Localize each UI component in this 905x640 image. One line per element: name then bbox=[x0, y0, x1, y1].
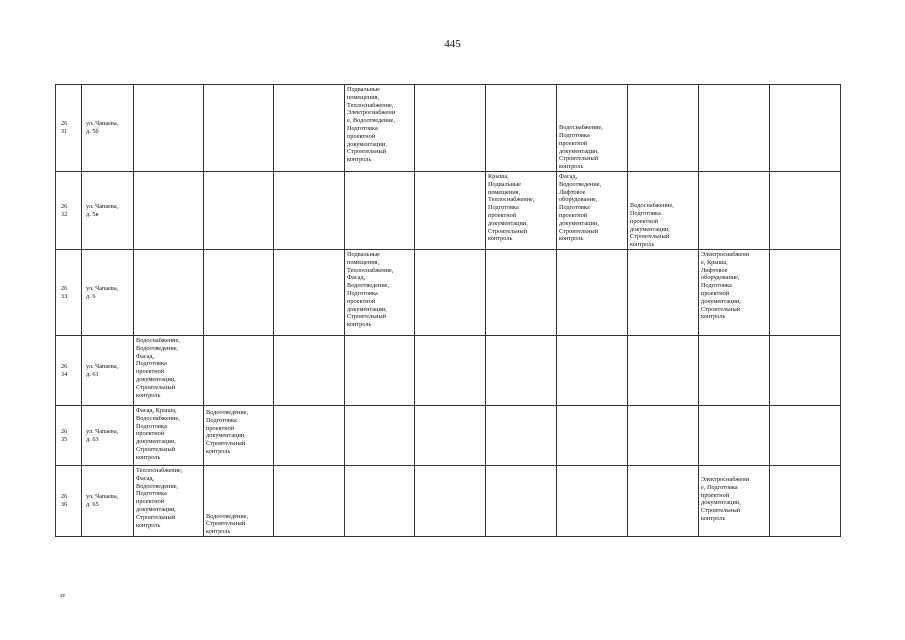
work-cell bbox=[770, 336, 841, 406]
work-cell bbox=[415, 406, 486, 466]
work-cell bbox=[486, 336, 557, 406]
work-cell bbox=[345, 336, 415, 406]
address-cell: ул. Чапаева, д. 5б bbox=[82, 85, 134, 172]
work-cell bbox=[204, 85, 274, 172]
work-cell bbox=[628, 250, 699, 336]
work-cell bbox=[204, 250, 274, 336]
work-cell bbox=[415, 466, 486, 537]
address-cell: ул. Чапаева, д. 5в bbox=[82, 172, 134, 250]
work-cell: Водоснабжение, Водоотведение, Фасад, Подготовка проектной документации, Строительный контроль bbox=[134, 336, 204, 406]
footer-mark: эт bbox=[60, 593, 66, 599]
work-cell bbox=[486, 466, 557, 537]
row-number: 26 34 bbox=[56, 336, 82, 406]
work-cell bbox=[699, 85, 770, 172]
work-cell bbox=[699, 406, 770, 466]
repair-schedule-table bbox=[55, 84, 841, 537]
work-cell bbox=[274, 172, 345, 250]
work-cell bbox=[628, 336, 699, 406]
address-cell: ул. Чапаева, д. 63 bbox=[82, 406, 134, 466]
work-cell bbox=[134, 85, 204, 172]
row-number: 26 36 bbox=[56, 466, 82, 537]
work-cell bbox=[699, 172, 770, 250]
work-cell: Водоснабжение, Подготовка проектной документации, Строительный контроль bbox=[628, 172, 699, 250]
work-cell bbox=[628, 406, 699, 466]
table-row bbox=[56, 250, 841, 336]
work-cell bbox=[204, 172, 274, 250]
work-cell: Водоснабжение, Подготовка проектной документации, Строительный контроль bbox=[557, 85, 628, 172]
work-cell bbox=[274, 406, 345, 466]
work-cell: Теплоснабжение, Фасад, Водоотведение, Подготовка проектной документации, Строительный контроль bbox=[134, 466, 204, 537]
address-cell: ул. Чапаева, д. 65 bbox=[82, 466, 134, 537]
work-cell: Подвальные помещения, Теплоснабжение, Фасад, Водоотведение, Подготовка проектной документации, Строительный контроль bbox=[345, 250, 415, 336]
table-row bbox=[56, 85, 841, 172]
table-row bbox=[56, 466, 841, 537]
work-cell bbox=[345, 406, 415, 466]
table-row bbox=[56, 336, 841, 406]
work-cell bbox=[274, 85, 345, 172]
work-cell bbox=[415, 336, 486, 406]
page-number: 445 bbox=[444, 38, 461, 50]
work-cell bbox=[345, 172, 415, 250]
work-cell: Водоотведение, Подготовка проектной документации, Строительный контроль bbox=[204, 406, 274, 466]
work-cell: Подвальные помещения, Теплоснабжение, Электроснабжени е, Водоотведение, Подготовка проектной документации, Строительный контроль bbox=[345, 85, 415, 172]
work-cell bbox=[415, 250, 486, 336]
work-cell bbox=[557, 406, 628, 466]
address-cell: ул. Чапаева, д. 61 bbox=[82, 336, 134, 406]
work-cell: Электроснабжени е, Крыша, Лифтовое оборудование, Подготовка проектной документации, Строительный контроль bbox=[699, 250, 770, 336]
address-cell: ул. Чапаева, д. 6 bbox=[82, 250, 134, 336]
work-cell bbox=[274, 250, 345, 336]
work-cell bbox=[770, 172, 841, 250]
work-cell bbox=[770, 250, 841, 336]
work-cell bbox=[486, 250, 557, 336]
row-number: 26 35 bbox=[56, 406, 82, 466]
work-cell: Водоотведение, Строительный контроль bbox=[204, 466, 274, 537]
work-cell bbox=[204, 336, 274, 406]
work-cell bbox=[274, 466, 345, 537]
work-cell bbox=[415, 85, 486, 172]
table-row bbox=[56, 406, 841, 466]
work-cell bbox=[486, 85, 557, 172]
work-cell bbox=[557, 250, 628, 336]
row-number: 26 31 bbox=[56, 85, 82, 172]
work-cell bbox=[628, 85, 699, 172]
work-cell bbox=[770, 466, 841, 537]
work-cell bbox=[415, 172, 486, 250]
row-number: 26 33 bbox=[56, 250, 82, 336]
work-cell bbox=[557, 466, 628, 537]
work-cell bbox=[134, 172, 204, 250]
work-cell bbox=[699, 336, 770, 406]
work-cell bbox=[274, 336, 345, 406]
work-cell bbox=[557, 336, 628, 406]
work-cell: Фасад, Водоотведение, Лифтовое оборудование, Подготовка проектной документации, Строительный контроль bbox=[557, 172, 628, 250]
work-cell bbox=[134, 250, 204, 336]
work-cell: Фасад, Крыша, Водоснабжение, Подготовка проектной документации, Строительный контроль bbox=[134, 406, 204, 466]
work-cell bbox=[770, 406, 841, 466]
work-cell bbox=[770, 85, 841, 172]
work-cell: Электроснабжени е, Подготовка проектной документации, Строительный контроль bbox=[699, 466, 770, 537]
work-cell bbox=[345, 466, 415, 537]
work-cell bbox=[486, 406, 557, 466]
row-number: 26 32 bbox=[56, 172, 82, 250]
work-cell: Крыша, Подвальные помещения, Теплоснабжение, Подготовка проектной документации, Строительный контроль bbox=[486, 172, 557, 250]
work-cell bbox=[628, 466, 699, 537]
table-row bbox=[56, 172, 841, 250]
